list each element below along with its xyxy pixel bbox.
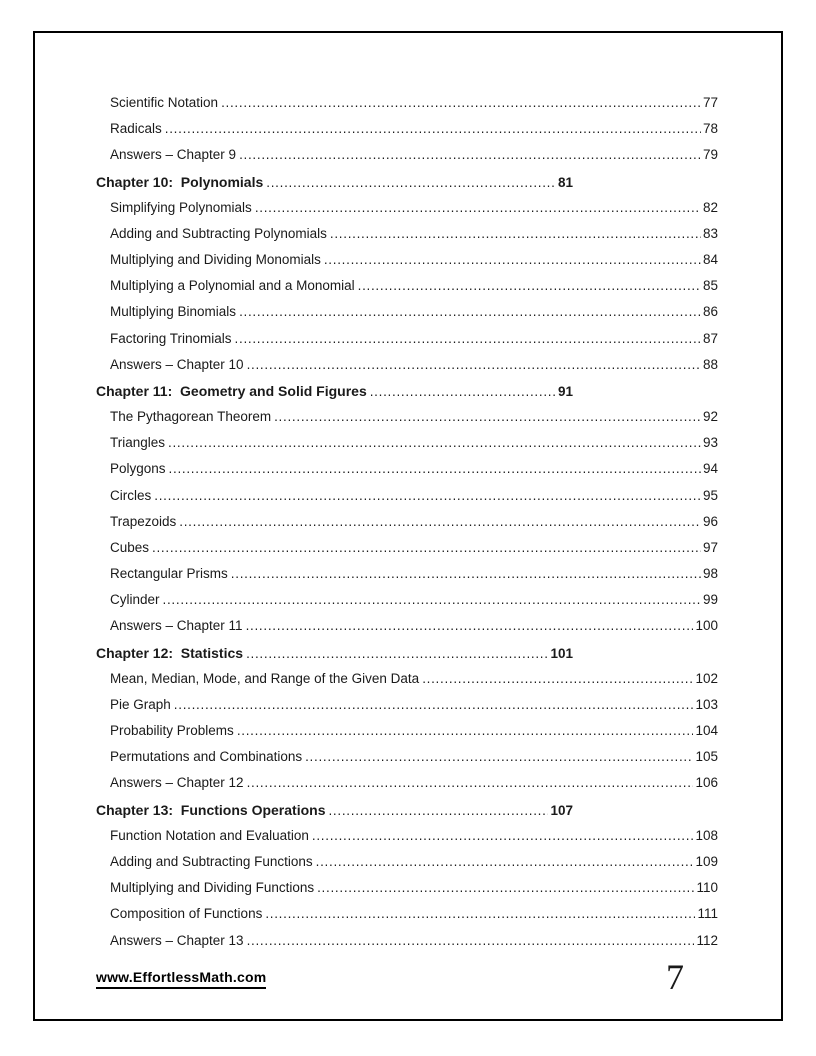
toc-page-number: 87: [702, 330, 718, 346]
toc-page-number: 104: [695, 723, 718, 739]
dotted-leader: [169, 456, 701, 482]
toc-page-number: 101: [550, 645, 573, 661]
toc-entry-title: Pie Graph: [110, 696, 171, 712]
dotted-leader: [305, 744, 693, 770]
toc-page-number: 110: [696, 880, 718, 896]
toc-entry-title: Factoring Trinomials: [110, 330, 232, 346]
toc-entry-title: Multiplying and Dividing Functions: [110, 880, 315, 896]
toc-chapter-title: Chapter 12: Statistics: [96, 644, 244, 661]
toc-entry-row: [110, 456, 718, 482]
toc-entry-title: Polygons: [110, 461, 166, 477]
dotted-leader: [246, 641, 548, 666]
toc-entry-row: [110, 849, 718, 875]
dotted-leader: [370, 379, 556, 404]
toc-chapter-title: Chapter 13: Functions Operations: [96, 801, 326, 818]
dotted-leader: [312, 823, 694, 849]
toc-entry-title: Rectangular Prisms: [110, 566, 228, 582]
toc-entry-title: Answers – Chapter 11: [110, 618, 243, 634]
dotted-leader: [317, 875, 694, 901]
toc-entry-title: Trapezoids: [110, 513, 177, 529]
page-border: [33, 31, 783, 1021]
toc-entry-row: [110, 299, 718, 325]
toc-chapter-title: Chapter 11: Geometry and Solid Figures: [96, 382, 367, 399]
table-of-contents: [96, 90, 718, 954]
toc-entry-row: [110, 875, 718, 901]
toc-entry-title: Composition of Functions: [110, 906, 263, 922]
dotted-leader: [179, 509, 701, 535]
toc-page-number: 97: [702, 539, 718, 555]
toc-page-number: 85: [702, 278, 718, 294]
toc-page-number: 102: [695, 670, 718, 686]
toc-entry-row: [110, 273, 718, 299]
toc-entry-title: Multiplying a Polynomial and a Monomial: [110, 278, 355, 294]
dotted-leader: [255, 195, 701, 221]
dotted-leader: [358, 273, 701, 299]
dotted-leader: [265, 901, 695, 927]
toc-entry-row: [110, 613, 718, 639]
toc-entry-title: Triangles: [110, 435, 166, 451]
toc-entry-row: [110, 221, 718, 247]
toc-entry-title: Cylinder: [110, 592, 160, 608]
toc-entry-row: [110, 116, 718, 142]
toc-entry-title: Answers – Chapter 9: [110, 147, 237, 163]
toc-page-number: 108: [695, 827, 718, 843]
toc-entry-row: [110, 823, 718, 849]
toc-page-number: 84: [702, 252, 718, 268]
toc-page-number: 78: [702, 121, 718, 137]
toc-chapter-row: [96, 169, 573, 195]
dotted-leader: [239, 299, 701, 325]
toc-entry-row: [110, 744, 718, 770]
toc-page-number: 92: [702, 409, 718, 425]
dotted-leader: [231, 561, 701, 587]
toc-page-number: 105: [695, 749, 718, 765]
toc-entry-title: Simplifying Polynomials: [110, 199, 252, 215]
toc-entry-row: [110, 535, 718, 561]
toc-entry-row: [110, 483, 718, 509]
dotted-leader: [165, 116, 701, 142]
toc-entry-title: Permutations and Combinations: [110, 749, 303, 765]
dotted-leader: [247, 770, 694, 796]
page-footer: [96, 959, 684, 995]
toc-entry-title: Cubes: [110, 539, 150, 555]
toc-entry-title: Adding and Subtracting Polynomials: [110, 225, 327, 241]
dotted-leader: [221, 90, 701, 116]
toc-page-number: 111: [697, 906, 718, 922]
toc-chapter-row: [96, 797, 573, 823]
toc-entry-title: Multiplying and Dividing Monomials: [110, 252, 321, 268]
dotted-leader: [422, 666, 693, 692]
toc-page-number: 96: [702, 513, 718, 529]
toc-page-number: 106: [695, 775, 718, 791]
toc-entry-title: Circles: [110, 487, 152, 503]
toc-entry-title: Multiplying Binomials: [110, 304, 237, 320]
toc-chapter-row: [96, 640, 573, 666]
dotted-leader: [152, 535, 701, 561]
website-link[interactable]: www.EffortlessMath.com: [96, 969, 266, 989]
toc-entry-row: [110, 692, 718, 718]
toc-page-number: 91: [557, 383, 573, 399]
dotted-leader: [163, 587, 701, 613]
toc-entry-row: [110, 352, 718, 378]
dotted-leader: [324, 247, 701, 273]
toc-entry-row: [110, 142, 718, 168]
toc-entry-row: [110, 404, 718, 430]
toc-entry-title: Mean, Median, Mode, and Range of the Given Data: [110, 670, 420, 686]
dotted-leader: [246, 613, 694, 639]
toc-entry-title: Adding and Subtracting Functions: [110, 853, 313, 869]
toc-page-number: 107: [550, 802, 573, 818]
toc-page-number: 88: [702, 356, 718, 372]
dotted-leader: [274, 404, 701, 430]
toc-page-number: 99: [702, 592, 718, 608]
toc-page-number: 79: [702, 147, 718, 163]
toc-entry-row: [110, 901, 718, 927]
toc-page-number: 109: [695, 853, 718, 869]
page-number: 7: [666, 957, 684, 997]
toc-entry-title: Radicals: [110, 121, 162, 137]
toc-entry-title: Answers – Chapter 12: [110, 775, 244, 791]
toc-entry-row: [110, 509, 718, 535]
toc-page-number: 77: [702, 95, 718, 110]
toc-entry-row: [110, 928, 718, 954]
dotted-leader: [247, 352, 701, 378]
toc-entry-row: [110, 195, 718, 221]
toc-entry-row: [110, 430, 718, 456]
toc-page-number: 94: [702, 461, 718, 477]
dotted-leader: [330, 221, 701, 247]
dotted-leader: [266, 170, 556, 195]
dotted-leader: [235, 326, 701, 352]
toc-entry-row: [110, 561, 718, 587]
dotted-leader: [237, 718, 694, 744]
toc-page-number: 82: [702, 199, 718, 215]
toc-entry-title: Function Notation and Evaluation: [110, 827, 309, 843]
toc-page-number: 112: [696, 932, 718, 948]
dotted-leader: [154, 483, 701, 509]
dotted-leader: [168, 430, 701, 456]
toc-entry-row: [110, 247, 718, 273]
toc-page-number: 100: [695, 618, 718, 634]
toc-entry-title: Probability Problems: [110, 723, 234, 739]
toc-page-number: 86: [702, 304, 718, 320]
dotted-leader: [239, 142, 701, 168]
toc-page-number: 93: [702, 435, 718, 451]
toc-entry-title: The Pythagorean Theorem: [110, 409, 272, 425]
toc-page-number: 103: [695, 696, 718, 712]
toc-page-number: 83: [702, 225, 718, 241]
toc-entry-title: Answers – Chapter 13: [110, 932, 244, 948]
toc-chapter-title: Chapter 10: Polynomials: [96, 173, 264, 190]
toc-entry-row: [110, 90, 718, 116]
toc-entry-row: [110, 718, 718, 744]
dotted-leader: [316, 849, 694, 875]
dotted-leader: [174, 692, 694, 718]
toc-entry-row: [110, 666, 718, 692]
toc-entry-title: Scientific Notation: [110, 95, 219, 110]
dotted-leader: [247, 928, 695, 954]
toc-page-number: 81: [557, 174, 573, 190]
toc-entry-row: [110, 770, 718, 796]
toc-entry-title: Answers – Chapter 10: [110, 356, 244, 372]
toc-page-number: 98: [702, 566, 718, 582]
toc-entry-row: [110, 587, 718, 613]
toc-chapter-row: [96, 378, 573, 404]
toc-page-number: 95: [702, 487, 718, 503]
dotted-leader: [328, 798, 548, 823]
toc-entry-row: [110, 326, 718, 352]
